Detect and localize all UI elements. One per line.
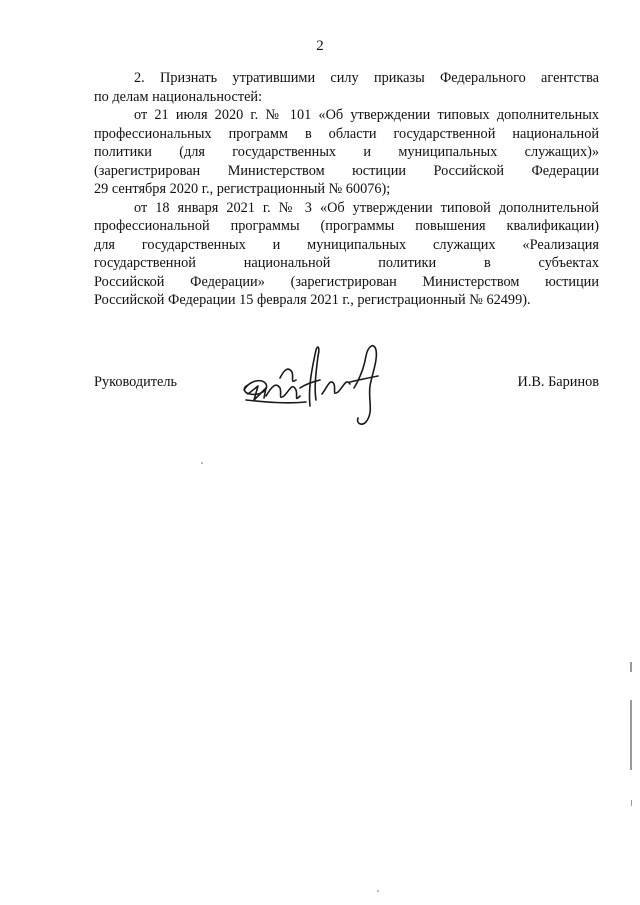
paragraph-3 — [94, 199, 599, 310]
scan-speck — [201, 462, 203, 464]
scan-edge-mark — [630, 700, 632, 770]
text-line: Российской Федерации 15 февраля 2021 г., регистрационный № 62499). — [94, 292, 531, 308]
text-line: 29 сентября 2020 г., регистрационный № 60076); — [94, 181, 391, 197]
signer-name: И.В. Баринов — [517, 374, 599, 390]
scan-edge-mark — [631, 800, 632, 806]
signer-title: Руководитель — [94, 374, 178, 390]
text-line: профессиональной программы (программы повышения квалификации) — [94, 218, 599, 234]
paragraph-1 — [94, 69, 599, 106]
document-body — [94, 69, 599, 310]
text-line: от 18 января 2021 г. № 3 «Об утверждении типовой дополнительной — [134, 199, 599, 216]
paragraph-2 — [94, 106, 599, 199]
scan-speck — [377, 890, 379, 892]
text-line: Российской Федерации» (зарегистрирован Министерством юстиции — [94, 273, 599, 290]
text-line: профессиональных программ в области государственной национальной — [94, 125, 599, 142]
scan-edge-mark — [630, 662, 632, 672]
text-line: 2. Признать утратившими силу приказы Федерального агентства — [134, 70, 599, 86]
text-line: политики (для государственных и муниципальных служащих)» — [94, 144, 599, 160]
text-line: (зарегистрирован Министерством юстиции Российской Федерации — [94, 162, 599, 179]
handwritten-signature — [236, 338, 396, 428]
text-line: для государственных и муниципальных служащих «Реализация — [94, 236, 599, 253]
page-number: 2 — [316, 38, 324, 54]
text-line: по делам национальностей: — [94, 88, 263, 105]
text-line: от 21 июля 2020 г. № 101 «Об утверждении типовых дополнительных — [134, 107, 599, 123]
text-line: государственной национальной политики в субъектах — [94, 255, 599, 271]
